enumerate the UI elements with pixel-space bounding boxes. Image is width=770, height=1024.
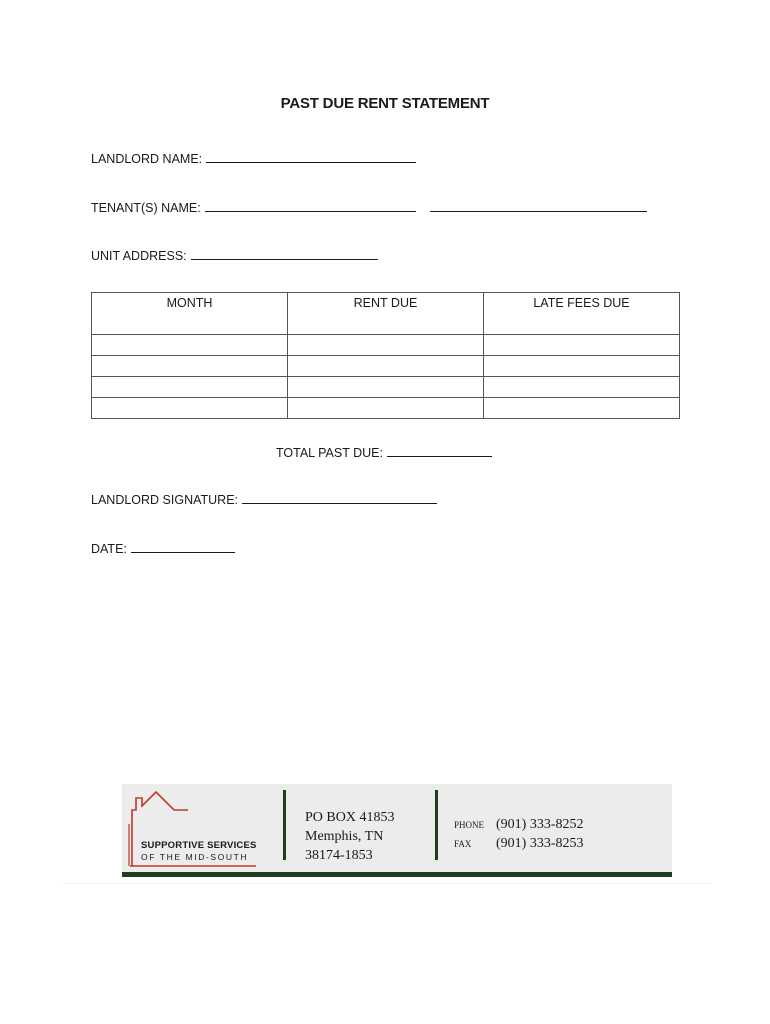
unit-address-field — [91, 247, 378, 263]
table-cell[interactable] — [484, 377, 680, 398]
table-cell[interactable] — [288, 356, 484, 377]
logo-line-2: OF THE MID-SOUTH — [141, 852, 249, 862]
header-rent-due: RENT DUE — [288, 293, 484, 335]
address-line-2: Memphis, TN — [305, 829, 384, 844]
total-past-due-line[interactable] — [387, 444, 492, 457]
footer-shadow-line — [62, 883, 712, 884]
phone-number: (901) 333-8252 — [496, 817, 584, 832]
date-field — [91, 540, 235, 556]
tenant-name-label: TENANT(S) NAME: — [91, 201, 201, 215]
header-late-fees-due: LATE FEES DUE — [484, 293, 680, 335]
table-cell[interactable] — [92, 335, 288, 356]
table-cell[interactable] — [92, 356, 288, 377]
table-cell[interactable] — [288, 335, 484, 356]
footer-divider-2 — [435, 790, 438, 860]
table-cell[interactable] — [92, 398, 288, 419]
landlord-signature-field — [91, 491, 437, 507]
footer-letterhead — [122, 784, 672, 872]
table-row — [92, 335, 680, 356]
page-title: PAST DUE RENT STATEMENT — [280, 95, 490, 112]
landlord-name-line[interactable] — [206, 150, 416, 163]
tenant-name-line-1[interactable] — [205, 199, 416, 212]
table-cell[interactable] — [484, 356, 680, 377]
table-cell[interactable] — [288, 377, 484, 398]
date-line[interactable] — [131, 540, 235, 553]
address-line-1: PO BOX 41853 — [305, 810, 395, 825]
unit-address-label: UNIT ADDRESS: — [91, 249, 187, 263]
table-header-row — [92, 293, 680, 335]
phone-label: PHONE — [454, 820, 485, 830]
footer-underline — [122, 872, 672, 877]
table-row — [92, 377, 680, 398]
footer-address — [305, 808, 394, 865]
fax-row — [454, 834, 584, 852]
total-past-due-field — [276, 444, 492, 460]
table-cell[interactable] — [288, 398, 484, 419]
landlord-name-label: LANDLORD NAME: — [91, 152, 203, 166]
total-past-due-label: TOTAL PAST DUE: — [276, 446, 383, 460]
table-cell[interactable] — [484, 335, 680, 356]
address-line-3: 38174-1853 — [305, 848, 373, 863]
landlord-signature-line[interactable] — [242, 491, 437, 504]
organization-logo — [126, 788, 258, 868]
tenant-name-field — [91, 199, 647, 215]
table-row — [92, 356, 680, 377]
date-label: DATE: — [91, 542, 127, 556]
fax-label: FAX — [454, 839, 472, 849]
header-month: MONTH — [92, 293, 288, 335]
footer-divider-1 — [283, 790, 286, 860]
phone-row — [454, 815, 584, 833]
landlord-signature-label: LANDLORD SIGNATURE: — [91, 493, 239, 507]
table-cell[interactable] — [484, 398, 680, 419]
fax-number: (901) 333-8253 — [496, 836, 584, 851]
tenant-name-line-2[interactable] — [430, 199, 647, 212]
landlord-name-field — [91, 150, 416, 166]
unit-address-line[interactable] — [191, 247, 378, 260]
table-cell[interactable] — [92, 377, 288, 398]
rent-table — [91, 292, 680, 419]
table-row — [92, 398, 680, 419]
logo-line-1: SUPPORTIVE SERVICES — [141, 840, 257, 851]
